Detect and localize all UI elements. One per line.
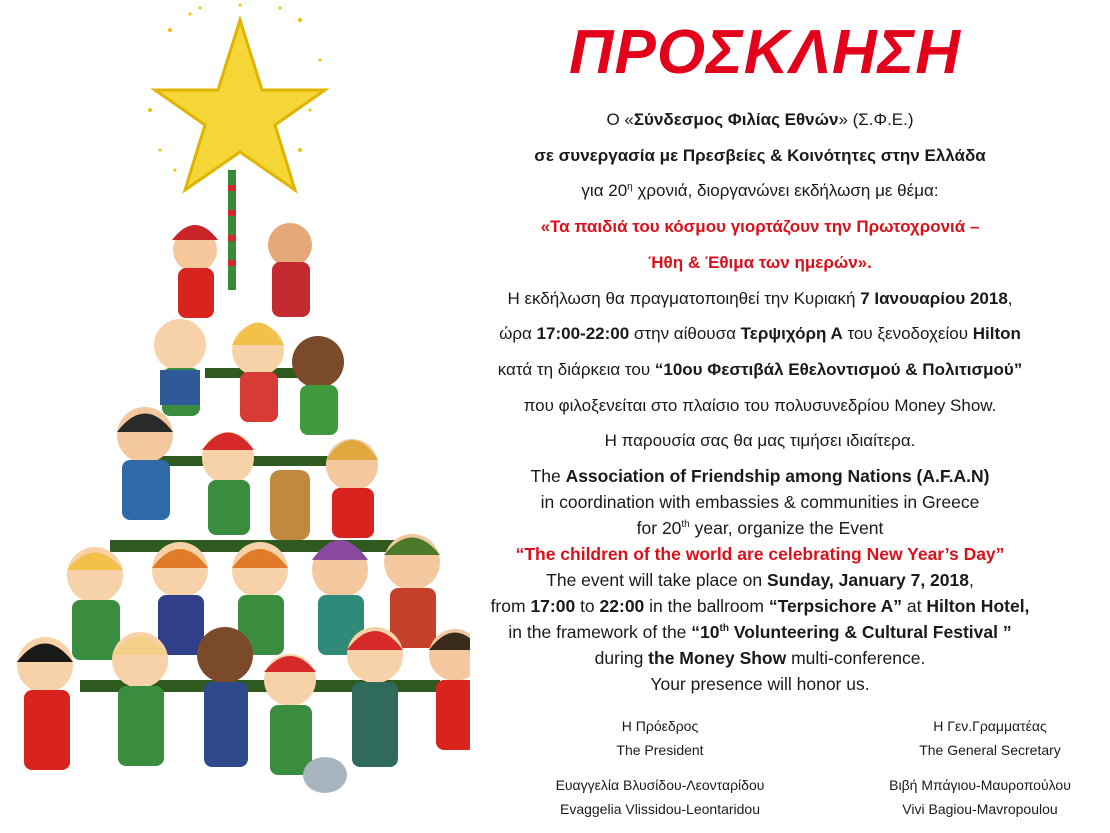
greek-line-7: ώρα 17:00-22:00 στην αίθουσα Τερψιχόρη Α του ξενοδοχείου Hilton <box>499 324 1021 344</box>
secretary-title <box>900 714 1080 762</box>
greek-theme-line-2: Ήθη & Έθιμα των ημερών». <box>648 252 872 272</box>
english-line-6: from 17:00 to 22:00 in the ballroom “Terpsichore A” at Hilton Hotel, <box>490 596 1030 616</box>
greek-line-3: για $20^\eta$ χρονιά, διοργανώνει εκδήλωση με θέμα: <box>581 181 939 201</box>
president-title-gr: Η Πρόεδρος <box>621 718 699 734</box>
president-title-en: The President <box>616 742 704 758</box>
president-title <box>590 714 730 762</box>
english-line-5: The event will take place on Sunday, January 7, 2018, <box>546 570 974 590</box>
president-name <box>520 773 800 821</box>
english-text-block <box>440 463 1080 697</box>
greek-line-9: που φιλοξενείται στο πλαίσιο του πολυσυνεδρίου Money Show. <box>523 395 997 415</box>
english-line-8: during the Money Show multi-conference. <box>594 648 926 668</box>
president-name-gr: Ευαγγελία Βλυσίδου-Λεονταρίδου <box>555 777 765 793</box>
english-line-9: Your presence will honor us. <box>650 674 870 694</box>
children-christmas-tree-illustration <box>0 0 470 833</box>
greek-line-6: Η εκδήλωση θα πραγματοποιηθεί την Κυριακή 7 Ιανουαρίου 2018, <box>507 288 1013 308</box>
greek-line-1: Ο «Σύνδεσμος Φιλίας Εθνών» (Σ.Φ.Ε.) <box>606 110 914 129</box>
english-line-2: in coordination with embassies & communities in Greece <box>540 492 980 512</box>
greek-text-block <box>440 102 1080 459</box>
secretary-title-gr: Η Γεν.Γραμματέας <box>933 718 1047 734</box>
secretary-name-gr: Βιβή Μπάγιου-Μαυροπούλου <box>889 777 1071 793</box>
invitation-title: ΠΡΟΣΚΛΗΣΗ <box>569 18 961 87</box>
english-theme-line: “The children of the world are celebrating New Year’s Day” <box>515 544 1005 564</box>
secretary-name <box>860 773 1100 821</box>
secretary-name-en: Vivi Bagiou-Mavropoulou <box>902 801 1058 817</box>
greek-theme-line-1: «Τα παιδιά του κόσμου γιορτάζουν την Πρωτοχρονιά – <box>540 217 980 237</box>
child-figures <box>17 223 470 793</box>
english-line-1: The Association of Friendship among Nations (A.F.A.N) <box>530 466 990 486</box>
star-icon <box>155 20 325 190</box>
secretary-title-en: The General Secretary <box>919 742 1061 758</box>
english-line-7: in the framework of the “10th Volunteering & Cultural Festival ” <box>508 622 1012 642</box>
greek-line-8: κατά τη διάρκεια του “10ου Φεστιβάλ Εθελοντισμού & Πολιτισμού” <box>497 359 1023 379</box>
president-name-en: Evaggelia Vlissidou-Leontaridou <box>559 801 761 817</box>
greek-line-2: σε συνεργασία με Πρεσβείες & Κοινότητες στην Ελλάδα <box>534 145 986 165</box>
greek-line-10: Η παρουσία σας θα μας τιμήσει ιδιαίτερα. <box>604 431 916 451</box>
english-line-3: for 20th year, organize the Event <box>636 518 884 538</box>
